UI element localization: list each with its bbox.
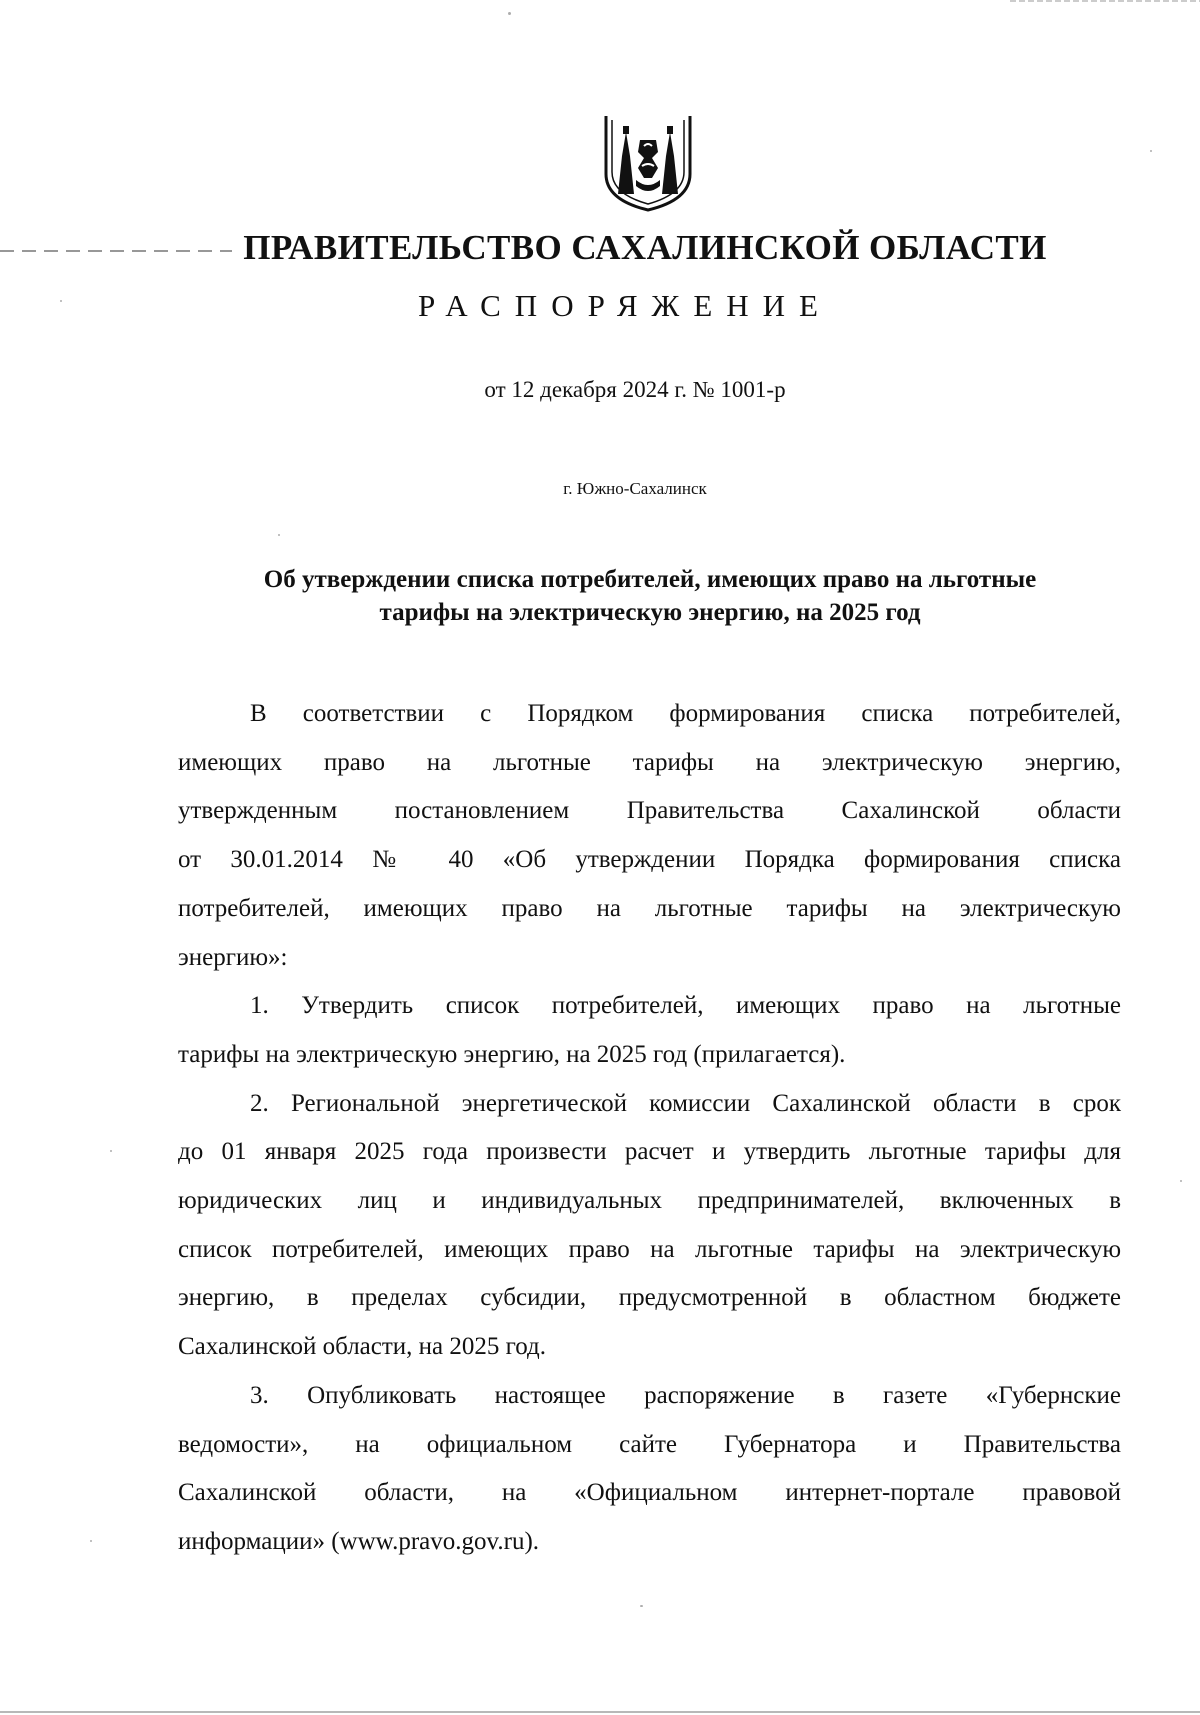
title-line: Об утверждении списка потребителей, имеющих право на льготные xyxy=(263,566,1037,593)
item-2-paragraph xyxy=(178,1080,1121,1372)
text-line: Сахалинской области, на «Официальном интернет-портале правовой xyxy=(178,1479,1121,1507)
scan-speck xyxy=(278,534,280,536)
document-title xyxy=(190,563,1110,629)
preamble-paragraph xyxy=(178,690,1121,982)
document-body xyxy=(178,690,1121,1567)
scan-artifact-top xyxy=(1010,0,1200,2)
text-line: от 30.01.2014 № 40 «Об утверждении Порядка формирования списка xyxy=(178,846,1121,874)
organization-title: ПРАВИТЕЛЬСТВО САХАЛИНСКОЙ ОБЛАСТИ xyxy=(243,228,1047,267)
sakhalin-coat-of-arms-icon xyxy=(600,112,696,212)
item-3-paragraph xyxy=(178,1372,1121,1567)
scan-speck xyxy=(1180,1180,1182,1182)
text-line: В соответствии с Порядком формирования списка потребителей, xyxy=(250,700,1121,727)
text-line: 2. Региональной энергетической комиссии Сахалинской области в срок xyxy=(250,1089,1121,1117)
city-name: г. Южно-Сахалинск xyxy=(563,479,707,498)
text-line: энергию»: xyxy=(178,943,288,971)
text-line: энергию, в пределах субсидии, предусмотренной в областном бюджете xyxy=(178,1284,1121,1312)
scan-speck xyxy=(1150,150,1152,152)
text-line: Сахалинской области, на 2025 год. xyxy=(178,1333,547,1361)
text-line: 1. Утвердить список потребителей, имеющих право на льготные xyxy=(250,992,1121,1020)
text-line: список потребителей, имеющих право на льготные тарифы на электрическую xyxy=(178,1235,1121,1263)
scan-speck xyxy=(110,1150,112,1152)
text-line: до 01 января 2025 года произвести расчет и утвердить льготные тарифы для xyxy=(178,1138,1121,1166)
title-line: тарифы на электрическую энергию, на 2025 год xyxy=(379,599,921,626)
text-line: потребителей, имеющих право на льготные тарифы на электрическую xyxy=(178,894,1121,922)
scan-speck xyxy=(90,1540,92,1542)
item-1-paragraph xyxy=(178,982,1121,1079)
text-line: 3. Опубликовать настоящее распоряжение в газете «Губернские xyxy=(250,1381,1121,1409)
text-line: утвержденным постановлением Правительства Сахалинской области xyxy=(178,797,1121,825)
text-line: информации» (www.pravo.gov.ru). xyxy=(178,1527,540,1555)
date-and-number: от 12 декабря 2024 г. № 1001-р xyxy=(484,377,786,402)
scan-speck xyxy=(508,12,511,15)
text-line: ведомости», на официальном сайте Губернатора и Правительства xyxy=(178,1430,1121,1458)
scan-speck xyxy=(60,300,62,302)
document-type: РАСПОРЯЖЕНИЕ xyxy=(418,288,832,323)
text-line: имеющих право на льготные тарифы на электрическую энергию, xyxy=(178,748,1121,776)
scan-speck xyxy=(640,1605,643,1607)
scan-artifact-dashed-line xyxy=(0,250,232,252)
scan-artifact-bottom xyxy=(0,1711,1200,1713)
text-line: тарифы на электрическую энергию, на 2025 год (прилагается). xyxy=(178,1040,846,1068)
text-line: юридических лиц и индивидуальных предпринимателей, включенных в xyxy=(178,1187,1121,1215)
